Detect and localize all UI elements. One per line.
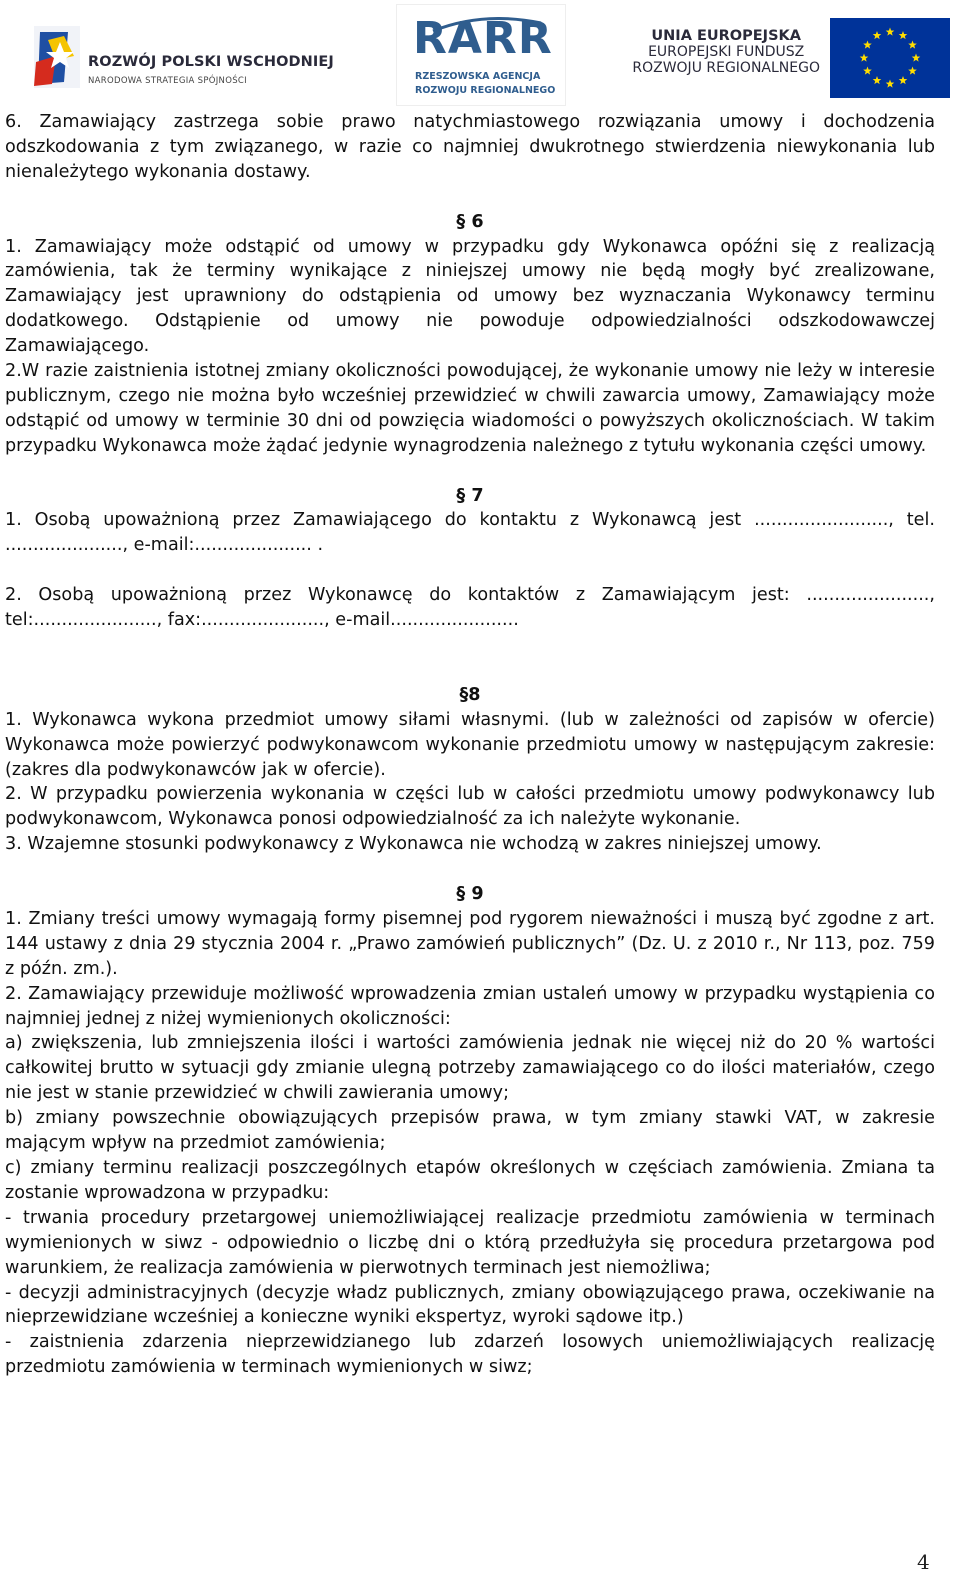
section-9-item-c-1: - trwania procedury przetargowej uniemożliwiającej realizacje przedmiotu zamówienia w terminach wymienionych w siwz - odpowiednio o liczbę dni o którą przedłużyła się procedura przetargowa pod warunkiem, że realizacja zamówienia w pierwotnych terminach jest niemożliwa; — [5, 1207, 935, 1278]
eu-logo — [610, 18, 950, 98]
section-8-paragraph-3: 3. Wzajemne stosunki podwykonawcy z Wykonawca nie wchodzą w zakres niniejszej umowy. — [5, 834, 822, 855]
rarr-wordmark: RARR — [413, 13, 553, 64]
paragraph-6-termination-right: 6. Zamawiający zastrzega sobie prawo natychmiastowego rozwiązania umowy i dochodzenia odszkodowania z tym związanego, w razie co najmniej dwukrotnego stwierdzenia niewykonania lub nienależytego wykonania dostawy. — [5, 112, 935, 182]
section-8-title: §8 — [459, 684, 481, 705]
rpw-title: ROZWÓJ POLSKI WSCHODNIEJ — [88, 54, 334, 70]
rarr-line-1: RZESZOWSKA AGENCJA — [415, 71, 541, 82]
section-8-paragraph-2: 2. W przypadku powierzenia wykonania w części lub w całości przedmiotu umowy podwykonawcy lub podwykonawcom, Wykonawca ponosi odpowiedzialność za ich należyte wykonanie. — [5, 784, 935, 830]
section-7-paragraph-1: 1. Osobą upoważnioną przez Zamawiającego do kontaktu z Wykonawcą jest ........................, tel. ....................., e-mail:..................... . — [5, 510, 935, 556]
eu-line-2: EUROPEJSKI FUNDUSZ — [648, 44, 805, 60]
section-9-item-c-2: - decyzji administracyjnych (decyzje władz publicznych, zmiany obowiązującego prawa, oczekiwanie na nieprzewidziane wcześniej a konieczne wyniki ekspertyz, wyroki sądowe itp.) — [5, 1282, 935, 1328]
section-9-item-c: c) zmiany terminu realizacji poszczególnych etapów określonych w częściach zamówienia. Zmiana ta zostanie wprowadzona w przypadku: — [5, 1157, 935, 1203]
eu-flag-icon — [830, 18, 950, 98]
rpw-subtitle: NARODOWA STRATEGIA SPÓJNOŚCI — [88, 76, 247, 86]
section-6-title: § 6 — [456, 211, 484, 232]
eu-line-1: UNIA EUROPEJSKA — [651, 28, 801, 44]
section-9-item-c-3: - zaistnienia zdarzenia nieprzewidzianego lub zdarzeń losowych uniemożliwiających realizację przedmiotu zamówienia w terminach wymienionych w siwz; — [5, 1332, 935, 1378]
page-number: 4 — [917, 1550, 930, 1574]
rpw-star-icon — [34, 26, 80, 88]
rarr-logo — [396, 4, 566, 106]
eu-text-block — [632, 28, 820, 76]
page-header — [0, 0, 960, 112]
rarr-line-2: ROZWOJU REGIONALNEGO — [415, 85, 556, 96]
rozwoj-polski-wschodniej-logo — [34, 26, 354, 96]
section-7-paragraph-2: 2. Osobą upoważnioną przez Wykonawcę do kontaktów z Zamawiającym jest: ......................, tel:......................, fax:......................, e-mail....................... — [5, 585, 935, 631]
section-9-paragraph-1: 1. Zmiany treści umowy wymagają formy pisemnej pod rygorem nieważności i muszą być zgodne z art. 144 ustawy z dnia 29 stycznia 2004 r. „Prawo zamówień publicznych” (Dz. U. z 2010 r., Nr 113, poz. 759 z późn. zm.). — [5, 908, 935, 979]
section-8-paragraph-1: 1. Wykonawca wykona przedmiot umowy siłami własnymi. (lub w zależności od zapisów w ofercie) Wykonawca może powierzyć podwykonawcom wykonanie przedmiotu umowy w następującym zakresie: (zakres dla podwykonawców jak w ofercie). — [5, 709, 935, 780]
section-9-paragraph-2: 2. Zamawiający przewiduje możliwość wprowadzenia zmian ustaleń umowy w przypadku wystąpienia co najmniej jednej z niżej wymienionych okoliczności: — [5, 983, 935, 1029]
section-6-paragraph-1: 1. Zamawiający może odstąpić od umowy w przypadku gdy Wykonawca opóźni się z realizacją zamówienia, tak że terminy wynikające z niniejszej umowy nie będą mogły być zrealizowane, Zamawiający jest uprawniony do odstąpienia od umowy bez wyznaczania Wykonawcy terminu dodatkowego. Odstąpienie od umowy nie powoduje odpowiedzialności odszkodowawczej Zamawiającego. — [5, 236, 935, 357]
section-6-paragraph-2: 2.W razie zaistnienia istotnej zmiany okoliczności powodującej, że wykonanie umowy nie leży w interesie publicznym, czego nie można było wcześniej przewidzieć w chwili zawarcia umowy, Zamawiający może odstąpić od umowy w terminie 30 dni od powzięcia wiadomości o powyższych okolicznościach. W takim przypadku Wykonawca może żądać jedynie wynagrodzenia należnego z tytułu wykonania części umowy. — [5, 361, 935, 456]
section-9-item-a: a) zwiększenia, lub zmniejszenia ilości i wartości zamówienia jednak nie więcej niż do 20 % wartości całkowitej brutto w sytuacji gdy zmianie ulegną potrzeby zamawiającego co do ilości materiałów, czego nie jest w stanie przewidzieć w chwili zawierania umowy; — [5, 1033, 935, 1104]
section-9-item-b: b) zmiany powszechnie obowiązujących przepisów prawa, w tym zmiany stawki VAT, w zakresie mającym wpływ na przedmiot zamówienia; — [5, 1108, 935, 1154]
section-9-title: § 9 — [456, 884, 484, 905]
eu-line-3: ROZWOJU REGIONALNEGO — [632, 60, 820, 76]
document-body — [5, 110, 935, 1380]
section-7-title: § 7 — [456, 485, 484, 506]
